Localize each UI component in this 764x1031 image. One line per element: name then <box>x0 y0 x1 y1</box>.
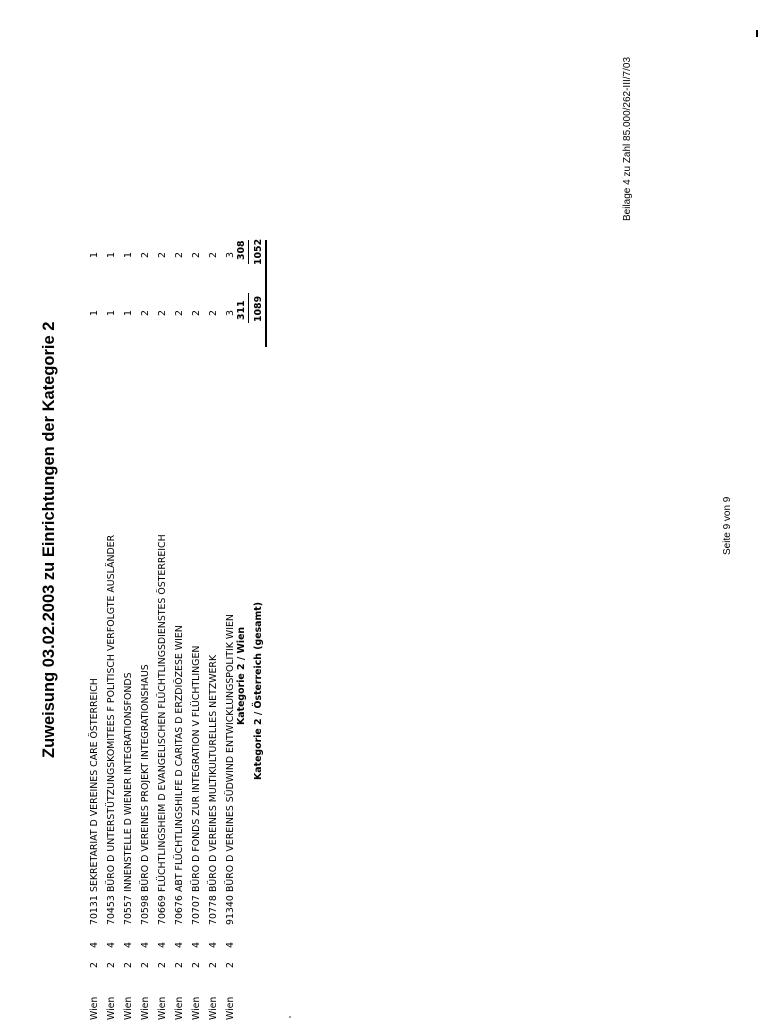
cell-region: Wien <box>191 996 202 1020</box>
subtotal-value-2: 308 <box>236 240 247 260</box>
cell-region: Wien <box>89 996 100 1020</box>
cell-name: BÜRO D VEREINES PROJEKT INTEGRATIONSHAUS <box>140 664 151 892</box>
cell-name: BÜRO D FONDS ZUR INTEGRATION V FLÜCHTLINGEN <box>191 645 202 892</box>
cell-code: 4 <box>89 942 100 948</box>
total-value-1: 1089 <box>253 295 264 322</box>
cell-category: 2 <box>191 962 202 968</box>
cell-value-1: 1 <box>106 310 117 316</box>
cell-category: 2 <box>140 962 151 968</box>
cell-value-1: 3 <box>225 310 236 316</box>
cell-code: 4 <box>174 942 185 948</box>
cell-name: BÜRO D VEREINES MULTIKULTURELLES NETZWERK <box>208 654 219 892</box>
cell-category: 2 <box>123 962 134 968</box>
cell-value-1: 2 <box>174 310 185 316</box>
cell-code: 4 <box>123 942 134 948</box>
cell-code: 4 <box>106 942 117 948</box>
cell-code: 4 <box>225 942 236 948</box>
cell-category: 2 <box>208 962 219 968</box>
cell-value-2: 3 <box>225 252 236 258</box>
cell-value-2: 1 <box>123 252 134 258</box>
cell-name: BÜRO D UNTERSTÜTZUNGSKOMITEES F POLITISCH VERFOLGTE AUSLÄNDER <box>106 534 117 892</box>
cell-value-1: 2 <box>191 310 202 316</box>
cell-value-1: 1 <box>123 310 134 316</box>
cell-code: 4 <box>191 942 202 948</box>
page-title: Zuweisung 03.02.2003 zu Einrichtungen der Kategorie 2 <box>40 321 58 758</box>
corner-mark <box>756 30 758 37</box>
cell-value-1: 2 <box>140 310 151 316</box>
cell-value-1: 1 <box>89 310 100 316</box>
subtotal-label: Kategorie 2 / Wien <box>236 626 247 725</box>
cell-value-2: 1 <box>106 252 117 258</box>
cell-region: Wien <box>140 996 151 1020</box>
cell-region: Wien <box>225 996 236 1020</box>
cell-region: Wien <box>106 996 117 1020</box>
cell-name: INNENSTELLE D WIENER INTEGRATIONSFONDS <box>123 672 134 892</box>
cell-name: FLÜCHTLINGSHEIM D EVANGELISCHEN FLÜCHTLINGSDIENSTES ÖSTERREICH <box>157 534 168 892</box>
cell-category: 2 <box>225 962 236 968</box>
cell-region: Wien <box>174 996 185 1020</box>
cell-category: 2 <box>174 962 185 968</box>
cell-value-1: 2 <box>208 310 219 316</box>
cell-region: Wien <box>123 996 134 1020</box>
cell-number: 70131 <box>89 895 100 925</box>
cell-value-1: 2 <box>157 310 168 316</box>
cell-value-2: 2 <box>174 252 185 258</box>
attachment-reference: Beilage 4 zu Zahl 85.000/262-III/7/03 <box>622 56 633 221</box>
cell-region: Wien <box>208 996 219 1020</box>
cell-number: 70778 <box>208 895 219 925</box>
cell-number: 70676 <box>174 895 185 925</box>
cell-number: 70669 <box>157 895 168 925</box>
total-rule <box>265 240 267 347</box>
cell-value-2: 2 <box>191 252 202 258</box>
cell-name: BÜRO D VEREINES SÜDWIND ENTWICKLUNGSPOLITIK WIEN <box>225 614 236 892</box>
cell-number: 91340 <box>225 895 236 925</box>
cell-category: 2 <box>157 962 168 968</box>
total-value-2: 1052 <box>253 238 264 265</box>
cell-value-2: 1 <box>89 252 100 258</box>
cell-code: 4 <box>157 942 168 948</box>
scan-speck <box>289 1016 291 1018</box>
total-label: Kategorie 2 / Österreich (gesamt) <box>253 601 264 780</box>
cell-number: 70598 <box>140 895 151 925</box>
subtotal-rule-1 <box>248 293 249 323</box>
cell-value-2: 2 <box>157 252 168 258</box>
cell-name: ABT FLÜCHTLINGSHILFE D CARITAS D ERZDIÖZESE WIEN <box>174 625 185 892</box>
cell-number: 70707 <box>191 895 202 925</box>
subtotal-value-1: 311 <box>236 300 247 320</box>
cell-value-2: 2 <box>208 252 219 258</box>
cell-category: 2 <box>106 962 117 968</box>
cell-code: 4 <box>208 942 219 948</box>
cell-number: 70453 <box>106 895 117 925</box>
page-number: Seite 9 von 9 <box>722 496 733 555</box>
cell-name: SEKRETARIAT D VEREINES CARE ÖSTERREICH <box>89 678 100 892</box>
cell-number: 70557 <box>123 895 134 925</box>
cell-code: 4 <box>140 942 151 948</box>
subtotal-rule-2 <box>248 240 249 264</box>
cell-category: 2 <box>89 962 100 968</box>
cell-region: Wien <box>157 996 168 1020</box>
cell-value-2: 2 <box>140 252 151 258</box>
